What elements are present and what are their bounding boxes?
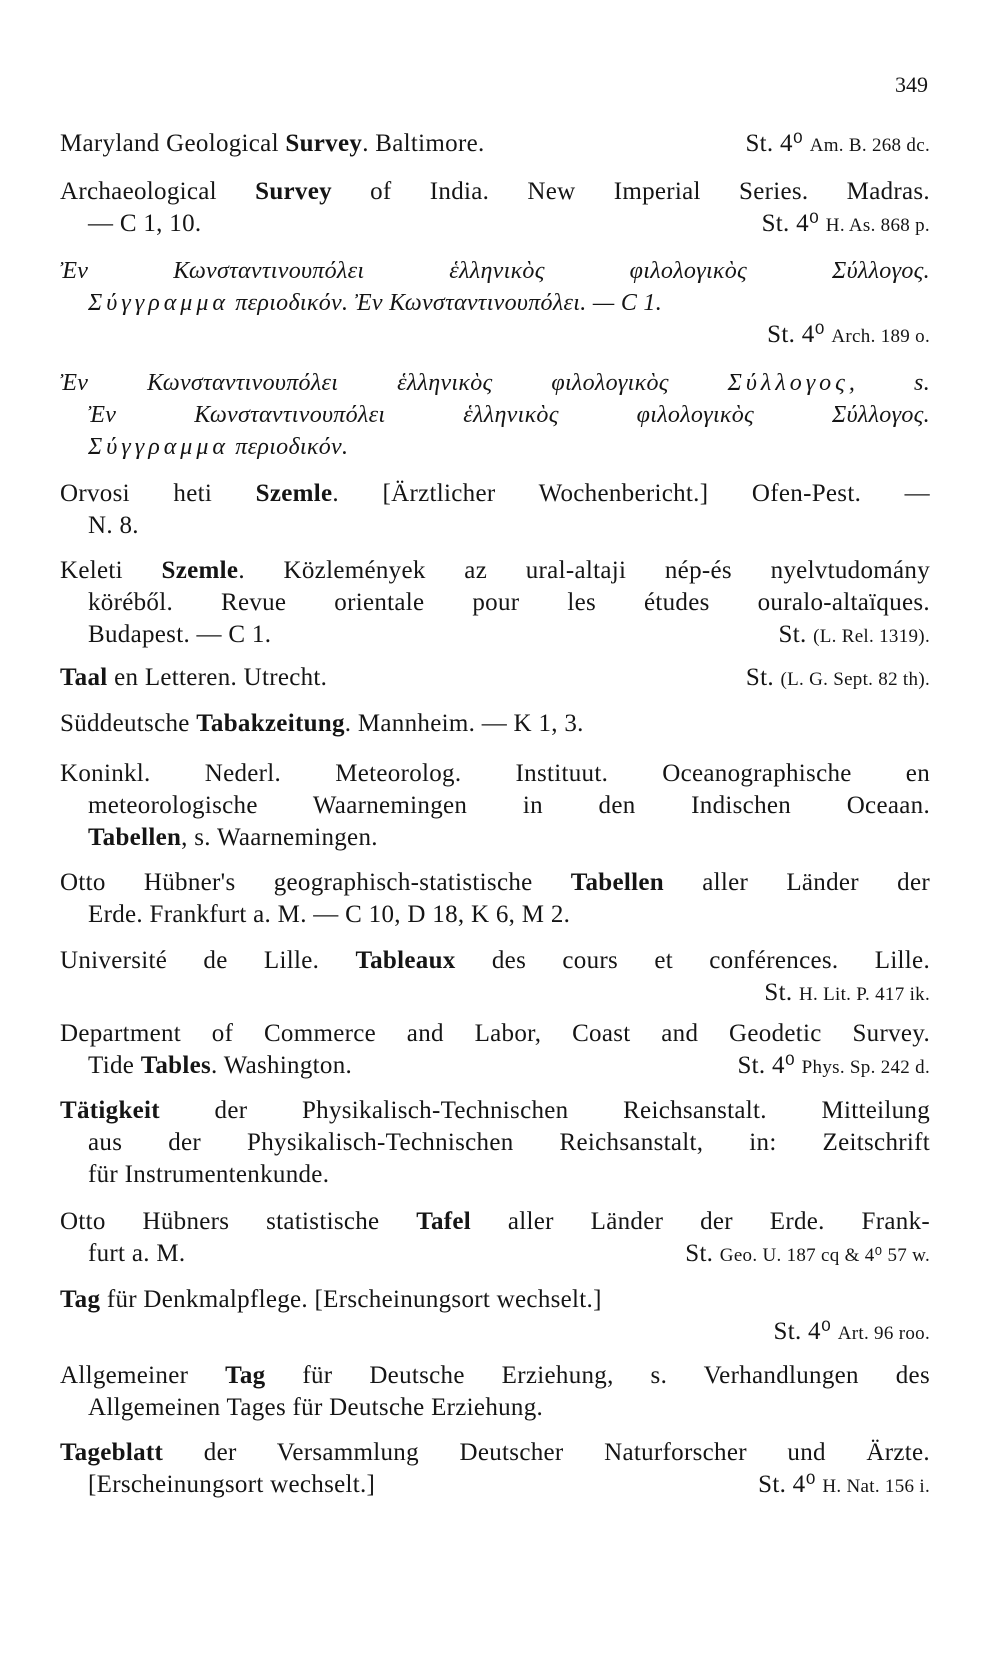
entry-text: Ἐν Κωνσταντινουπόλει ἑλληνικὸς φιλολογικὸς: [60, 370, 728, 396]
entry-line: [60, 822, 930, 854]
catalog-entry: [60, 555, 930, 651]
entry-text: — C 1, 10.: [88, 210, 202, 237]
catalog-entry: [60, 945, 930, 1009]
shelf-mark-prefix: St. 4⁰: [767, 321, 825, 348]
page-number: 349: [895, 72, 928, 97]
shelf-mark-prefix: St.: [764, 979, 793, 1006]
entry-line: [60, 1238, 930, 1270]
catalog-entry: [60, 478, 930, 542]
entry-line: [60, 287, 930, 319]
shelf-mark: [779, 619, 930, 653]
entry-keyword: Tabellen: [88, 824, 182, 851]
entry-text: für Deutsche Erziehung, s. Verhandlungen des: [265, 1362, 930, 1389]
entry-text: . Mannheim. — K 1, 3.: [344, 710, 584, 737]
entry-text: für Denkmalpflege. [Erscheinungsort wechselt.]: [100, 1286, 602, 1313]
entry-keyword: Tag: [225, 1362, 266, 1389]
entry-line: [60, 977, 930, 1009]
shelf-mark-prefix: St. 4⁰: [761, 210, 820, 237]
entry-line: [60, 1316, 930, 1348]
entry-line: [60, 176, 930, 208]
entry-text: Otto Hübner's geographisch-statistische: [60, 869, 571, 896]
entry-text: furt a. M.: [88, 1240, 186, 1267]
entry-text: περιοδικόν. Ἐν Κωνσταντινουπόλει. — C 1.: [229, 290, 663, 316]
entry-keyword: Szemle: [255, 480, 333, 507]
shelf-mark-prefix: St. 4⁰: [737, 1052, 796, 1079]
entry-text: der Versammlung Deutscher Naturforscher und Ärzte.: [163, 1439, 930, 1466]
shelf-mark-prefix: St.: [745, 664, 774, 691]
shelf-mark-prefix: St.: [685, 1240, 714, 1267]
entry-line: [60, 1360, 930, 1392]
entry-text: N. 8.: [88, 512, 139, 539]
entry-text: Allgemeiner: [60, 1362, 226, 1389]
entry-keyword: Tables: [140, 1052, 212, 1079]
entry-keyword: Tableaux: [355, 947, 456, 974]
shelf-mark: [762, 208, 930, 242]
shelf-mark: [745, 128, 930, 162]
shelf-mark: [746, 662, 930, 696]
entry-text: Otto Hübners statistische: [60, 1208, 417, 1235]
shelf-mark-code: H. As. 868 p.: [825, 215, 930, 236]
entry-line: [60, 758, 930, 790]
shelf-mark-prefix: St. 4⁰: [758, 1471, 816, 1498]
entry-line: [60, 662, 930, 694]
entry-line: [60, 899, 930, 931]
entry-text: Université de Lille.: [60, 947, 356, 974]
entry-text: . Washington.: [211, 1052, 353, 1079]
catalog-entry: [60, 662, 930, 694]
entry-line: [60, 945, 930, 977]
entry-text: meteorologische Waarnemingen in den Indischen Oceaan.: [88, 792, 930, 819]
shelf-mark-code: Phys. Sp. 242 d.: [801, 1057, 930, 1078]
entry-keyword: Taal: [60, 664, 108, 691]
entry-line: [60, 790, 930, 822]
entry-text: Koninkl. Nederl. Meteorolog. Instituut. Oceanographische en: [60, 760, 930, 787]
catalog-entry: [60, 867, 930, 931]
shelf-mark-code: H. Nat. 156 i.: [822, 1476, 930, 1497]
entry-line: [60, 1284, 930, 1316]
entry-spaced-keyword: Σύγγραμμα: [88, 290, 229, 316]
entry-text: Tide: [88, 1052, 141, 1079]
entry-keyword: Tabakzeitung: [196, 710, 345, 737]
shelf-mark: [737, 1050, 930, 1084]
shelf-mark-prefix: St. 4⁰: [773, 1318, 832, 1345]
entry-text: [Erscheinungsort wechselt.]: [88, 1471, 376, 1498]
entry-line: [60, 1159, 930, 1191]
catalog-entry: [60, 758, 930, 854]
entry-text: aus der Physikalisch-Technischen Reichsanstalt, in: Zeitschrift: [88, 1129, 930, 1156]
entry-line: [60, 431, 930, 463]
shelf-mark-code: Am. B. 268 dc.: [809, 135, 930, 156]
entry-keyword: Tätigkeit: [60, 1097, 160, 1124]
shelf-mark-prefix: St. 4⁰: [745, 130, 804, 157]
entry-line: [60, 1095, 930, 1127]
shelf-mark: [767, 319, 930, 353]
shelf-mark-code: Arch. 189 o.: [831, 326, 930, 347]
entry-line: [60, 399, 930, 431]
entry-line: [60, 128, 930, 160]
catalog-entry: [60, 255, 930, 351]
entry-text: Allgemeinen Tages für Deutsche Erziehung.: [88, 1394, 544, 1421]
entry-text: köréből. Revue orientale pour les études ouralo-altaïques.: [88, 589, 930, 616]
entry-text: Süddeutsche: [60, 710, 197, 737]
catalog-entry: [60, 708, 930, 740]
entry-line: [60, 367, 930, 399]
entry-keyword: Survey: [285, 130, 363, 157]
entry-line: [60, 478, 930, 510]
shelf-mark: [758, 1469, 930, 1503]
shelf-mark-code: H. Lit. P. 417 ik.: [798, 984, 930, 1005]
entry-line: [60, 587, 930, 619]
entry-text: , s. Waarnemingen.: [181, 824, 378, 851]
catalog-entry: [60, 1437, 930, 1501]
entry-text: der Physikalisch-Technischen Reichsanstalt. Mitteilung: [159, 1097, 930, 1124]
entry-text: Keleti: [60, 557, 162, 584]
shelf-mark-code: Art. 96 roo.: [837, 1323, 930, 1344]
entry-keyword: Tag: [60, 1286, 101, 1313]
entry-text: Erde. Frankfurt a. M. — C 10, D 18, K 6, M 2.: [88, 901, 571, 928]
entry-line: [60, 555, 930, 587]
entry-line: [60, 1469, 930, 1501]
entry-line: [60, 867, 930, 899]
entry-text: für Instrumentenkunde.: [88, 1161, 330, 1188]
entry-line: [60, 208, 930, 240]
entry-spaced-keyword: Σύγγραμμα: [88, 434, 229, 460]
entry-line: [60, 1437, 930, 1469]
shelf-mark-code: Geo. U. 187 cq & 4⁰ 57 w.: [719, 1245, 930, 1266]
entry-line: [60, 1018, 930, 1050]
entry-spaced-keyword: Σύλλογος: [727, 370, 849, 396]
entry-text: aller Länder der Erde. Frank-: [471, 1208, 930, 1235]
entry-keyword: Survey: [255, 178, 332, 205]
entry-keyword: Szemle: [161, 557, 239, 584]
catalog-entry: [60, 1018, 930, 1082]
shelf-mark-code: (L. G. Sept. 82 th).: [780, 669, 930, 690]
entry-line: [60, 319, 930, 351]
catalog-entry: [60, 1206, 930, 1270]
entry-text: Budapest. — C 1.: [88, 621, 272, 648]
shelf-mark-prefix: St.: [778, 621, 807, 648]
entry-keyword: Tafel: [416, 1208, 472, 1235]
shelf-mark: [774, 1316, 931, 1350]
entry-text: , s.: [848, 370, 930, 396]
catalog-entry: [60, 1095, 930, 1191]
entry-line: [60, 1050, 930, 1082]
entry-line: [60, 1392, 930, 1424]
entry-text: περιοδικόν.: [229, 434, 349, 460]
entry-text: Department of Commerce and Labor, Coast and Geodetic Survey.: [60, 1020, 930, 1047]
catalog-entry: [60, 367, 930, 463]
entry-keyword: Tabellen: [570, 869, 664, 896]
entry-text: . Közlemények az ural-altaji nép-és nyelvtudomány: [238, 557, 930, 584]
entry-text: aller Länder der: [663, 869, 930, 896]
entry-keyword: Tageblatt: [60, 1439, 164, 1466]
entry-text: Ἐν Κωνσταντινουπόλει ἑλληνικὸς φιλολογικὸς Σύλλογος.: [60, 258, 930, 284]
entry-text: . [Ärztlicher Wochenbericht.] Ofen-Pest. —: [332, 480, 930, 507]
catalog-entry: [60, 176, 930, 240]
entry-line: [60, 1206, 930, 1238]
entry-text: . Baltimore.: [362, 130, 485, 157]
entry-line: [60, 708, 930, 740]
entry-line: [60, 619, 930, 651]
entry-line: [60, 510, 930, 542]
entry-text: des cours et conférences. Lille.: [455, 947, 930, 974]
shelf-mark: [764, 977, 930, 1011]
catalog-entry: [60, 128, 930, 160]
entry-text: en Letteren. Utrecht.: [107, 664, 328, 691]
shelf-mark-code: (L. Rel. 1319).: [813, 626, 930, 647]
catalog-entry: [60, 1360, 930, 1424]
shelf-mark: [685, 1238, 930, 1272]
entry-text: Orvosi heti: [60, 480, 256, 507]
entry-line: [60, 255, 930, 287]
entry-text: Ἐν Κωνσταντινουπόλει ἑλληνικὸς φιλολογικὸς Σύλλογος.: [88, 402, 930, 428]
entry-text: Maryland Geological: [60, 130, 286, 157]
entry-line: [60, 1127, 930, 1159]
catalog-entry: [60, 1284, 930, 1348]
entry-text: of India. New Imperial Series. Madras.: [331, 178, 930, 205]
entry-text: Archaeological: [60, 178, 256, 205]
